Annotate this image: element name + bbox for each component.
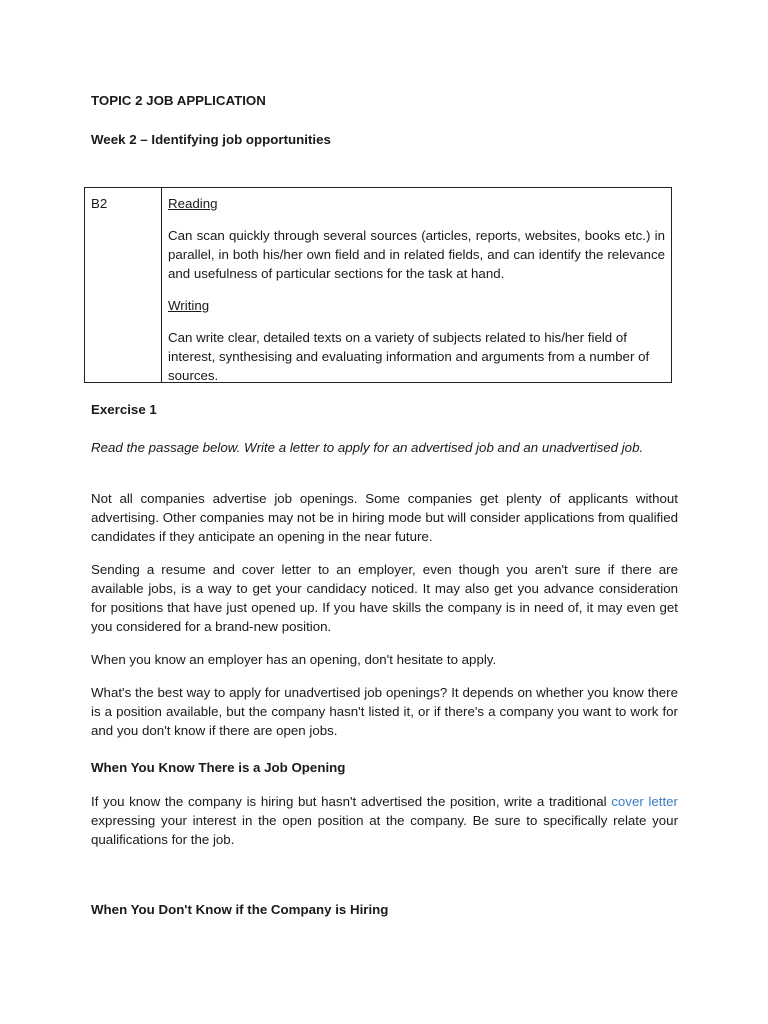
exercise-instruction: Read the passage below. Write a letter to apply for an advertised job and an unadvertised job. xyxy=(91,440,644,455)
heading-job-opening: When You Know There is a Job Opening xyxy=(91,760,346,775)
writing-text: Can write clear, detailed texts on a variety of subjects related to his/her field of interest, synthesising and evaluating information and arguments from a number of sources. xyxy=(168,330,650,383)
topic-title: TOPIC 2 JOB APPLICATION xyxy=(91,93,266,108)
competency-table xyxy=(84,187,672,383)
level-cell: B2 xyxy=(91,196,108,211)
paragraph-cover-letter xyxy=(91,792,678,849)
paragraph-resume: Sending a resume and cover letter to an employer, even though you aren't sure if there are available jobs, is a way to get your candidacy noticed. It may also get you advance consideration for positions that have just opened up. If you have skills the company is in need of, it may even get you considered for a brand-new position. xyxy=(91,562,678,634)
descriptor-cell xyxy=(168,194,665,385)
paragraph-apply: When you know an employer has an opening, don't hesitate to apply. xyxy=(91,652,497,667)
cover-letter-link[interactable]: cover letter xyxy=(611,794,678,809)
paragraph-intro: Not all companies advertise job openings. Some companies get plenty of applicants without advertising. Other companies may not be in hiring mode but will consider applications from qualified candidates if they anticipate an opening in the near future. xyxy=(91,491,678,544)
p5-text-before: If you know the company is hiring but hasn't advertised the position, write a traditional xyxy=(91,794,612,809)
week-title: Week 2 – Identifying job opportunities xyxy=(91,132,331,147)
heading-unknown-hiring: When You Don't Know if the Company is Hiring xyxy=(91,902,389,917)
reading-text: Can scan quickly through several sources (articles, reports, websites, books etc.) in parallel, in both his/her own field and in related fields, and can identify the relevance and usefulness of particular sections for the task at hand. xyxy=(168,228,665,281)
table-divider xyxy=(161,188,162,382)
p5-text-after: expressing your interest in the open position at the company. Be sure to specifically relate your qualifications for the job. xyxy=(91,813,678,847)
exercise-title: Exercise 1 xyxy=(91,402,157,417)
writing-heading: Writing xyxy=(168,298,210,313)
reading-heading: Reading xyxy=(168,196,218,211)
paragraph-best-way: What's the best way to apply for unadvertised job openings? It depends on whether you know there is a position available, but the company hasn't listed it, or if there's a company you want to work for and you don't know if there are open jobs. xyxy=(91,685,678,738)
